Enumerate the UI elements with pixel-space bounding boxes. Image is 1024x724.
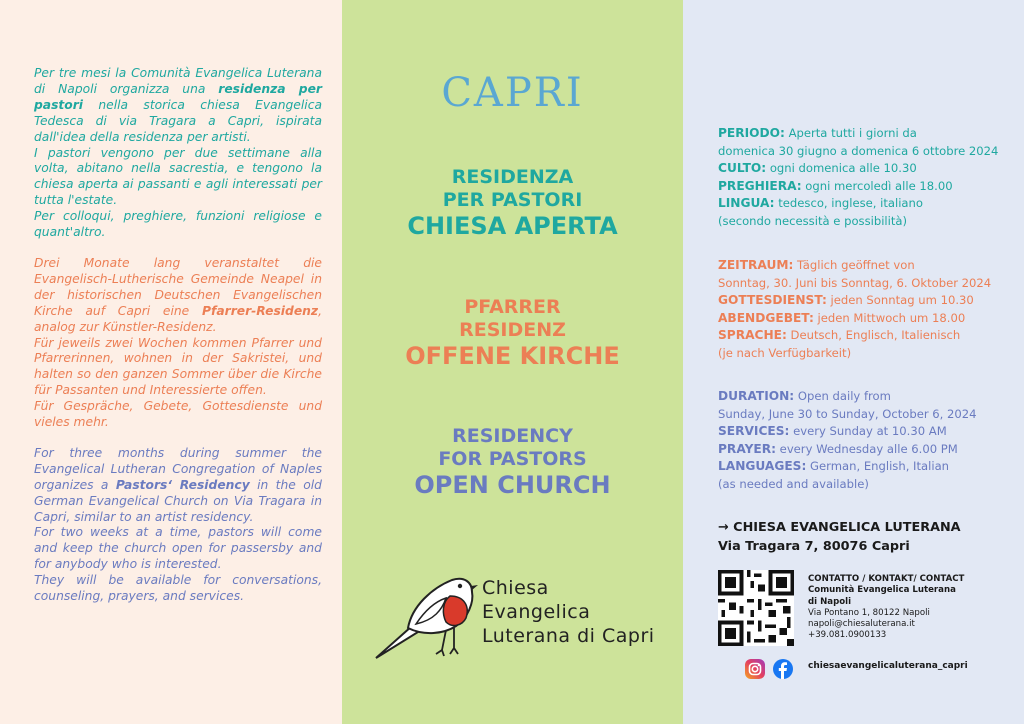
- english-paragraph-2: For two weeks at a time, pastors will come and keep the church open for passersby and for anybody who is interested.: [34, 525, 322, 572]
- en-languages-row: [718, 458, 1008, 476]
- it-preghiera-row: [718, 178, 1008, 196]
- en-services-label: SERVICES:: [718, 424, 790, 438]
- it-periodo-value: Aperta tutti i giorni da: [784, 126, 917, 140]
- it-culto-row: [718, 160, 1008, 178]
- en-languages-label: LANGUAGES:: [718, 459, 807, 473]
- en-heading-line2: FOR PASTORS: [438, 448, 587, 470]
- de-zeitraum-row2: Sonntag, 30. Juni bis Sonntag, 6. Oktober 2024: [718, 275, 992, 290]
- german-paragraph-1: [34, 256, 322, 336]
- logo-text: [482, 576, 655, 648]
- capri-title: CAPRI: [441, 70, 584, 116]
- de-abendgebet-row: [718, 310, 1008, 328]
- german-info: [718, 257, 1008, 362]
- de-p1-a: Drei Monate lang veranstaltet die Evangelisch-Lutherische Gemeinde Neapel in der historischen Deutschen Evangelischen Kirche auf Capri eine: [34, 255, 322, 318]
- de-heading-line1: PFARRER: [464, 296, 561, 318]
- it-heading-line2: PER PASTORI: [442, 189, 583, 211]
- en-duration-value: Open daily from: [794, 389, 891, 403]
- it-p1-a: Per tre mesi la Comunità Evangelica Luterana di Napoli organizza una: [34, 66, 322, 96]
- en-duration-label: DURATION:: [718, 389, 795, 403]
- contact-street: Via Pontano 1, 80122 Napoli: [808, 607, 930, 618]
- de-gottesdienst-label: GOTTESDIENST:: [718, 293, 827, 307]
- it-periodo-label: PERIODO:: [718, 126, 785, 140]
- de-sprache-value: Deutsch, Englisch, Italienisch: [786, 328, 961, 342]
- english-paragraph-3: They will be available for conversations, counseling, prayers, and services.: [34, 573, 322, 604]
- italian-paragraph-1: [34, 66, 322, 146]
- instagram-icon[interactable]: [745, 659, 765, 679]
- church-address: [718, 518, 961, 556]
- de-heading-line3: OFFENE KIRCHE: [405, 342, 620, 370]
- en-duration-row: [718, 388, 1008, 406]
- de-p1-bold: Pfarrer-Residenz: [201, 303, 319, 318]
- italian-paragraph-2: I pastori vengono per due settimane alla volta, abitano nella sacrestia, e tengono la chiesa aperta ai passanti e agli interessati per tutta l'estate.: [34, 145, 322, 208]
- english-text-block: [34, 446, 322, 605]
- right-panel: [683, 0, 1024, 724]
- de-abendgebet-value: jeden Mittwoch um 18.00: [813, 310, 966, 325]
- address-line2: Via Tragara 7, 80076 Capri: [718, 539, 910, 554]
- english-heading: [342, 425, 683, 500]
- logo-line2: Evangelica: [482, 601, 591, 623]
- en-heading-line1: RESIDENCY: [452, 425, 573, 447]
- italian-text-block: [34, 66, 322, 241]
- de-zeitraum-value: Täglich geöffnet von: [793, 258, 915, 272]
- italian-info: [718, 125, 1008, 230]
- en-prayer-label: PRAYER:: [718, 441, 776, 456]
- church-logo: [372, 566, 672, 676]
- de-sprache-row2: (je nach Verfügbarkeit): [718, 345, 852, 360]
- en-heading-line3: OPEN CHURCH: [414, 471, 611, 499]
- contact-header: CONTATTO / KONTAKT/ CONTACT: [808, 574, 965, 584]
- de-gottesdienst-row: [718, 292, 1008, 310]
- middle-panel: [342, 0, 683, 724]
- it-heading-line1: RESIDENZA: [451, 166, 574, 188]
- it-periodo-row2: domenica 30 giugno a domenica 6 ottobre 2024: [718, 143, 999, 158]
- de-p1-b: , analog zur Künstler-Residenz.: [34, 303, 322, 334]
- german-heading: [342, 296, 683, 371]
- german-paragraph-3: Für Gespräche, Gebete, Gottesdienste und vieles mehr.: [34, 399, 322, 430]
- it-lingua-value: tedesco, inglese, italiano: [774, 196, 923, 210]
- en-prayer-value: every Wednesday alle 6.00 PM: [776, 441, 958, 456]
- en-languages-value: German, English, Italian: [806, 459, 950, 473]
- it-p1-bold: residenza per pastori: [34, 81, 322, 112]
- german-text-block: [34, 256, 322, 431]
- it-lingua-row: [718, 195, 1008, 213]
- left-panel: [0, 0, 342, 724]
- de-zeitraum-label: ZEITRAUM:: [718, 258, 794, 272]
- en-p1-bold: Pastors‘ Residency: [115, 477, 250, 492]
- italian-paragraph-3: Per colloqui, preghiere, funzioni religiose e quant'altro.: [34, 209, 322, 240]
- robin-bird-icon: [372, 566, 482, 666]
- de-zeitraum-row: [718, 257, 1008, 275]
- english-paragraph-1: [34, 446, 322, 526]
- it-culto-label: CULTO:: [718, 161, 767, 175]
- english-info: [718, 388, 1008, 493]
- en-p1-b: in the old German Evangelical Church on Via Tragara in Capri, similar to an artist residency.: [34, 477, 322, 524]
- de-sprache-label: SPRACHE:: [718, 328, 787, 342]
- de-sprache-row: [718, 327, 1008, 345]
- italian-heading: [342, 166, 683, 241]
- it-preghiera-value: ogni mercoledì alle 18.00: [801, 178, 953, 193]
- facebook-icon[interactable]: [773, 659, 793, 679]
- it-lingua-label: LINGUA:: [718, 196, 775, 210]
- it-heading-line3: CHIESA APERTA: [407, 212, 618, 240]
- it-lingua-row2: (secondo necessità e possibilità): [718, 213, 908, 228]
- address-line1: → CHIESA EVANGELICA LUTERANA: [718, 520, 961, 535]
- en-prayer-row: [718, 441, 1008, 459]
- it-periodo-row: [718, 125, 1008, 143]
- de-abendgebet-label: ABENDGEBET:: [718, 310, 814, 325]
- logo-line3: Luterana di Capri: [482, 625, 655, 647]
- social-handle[interactable]: chiesaevangelicaluterana_capri: [808, 661, 968, 671]
- it-culto-value: ogni domenica alle 10.30: [766, 161, 917, 175]
- contact-info: [808, 574, 964, 642]
- logo-line1: Chiesa: [482, 577, 549, 599]
- contact-phone[interactable]: +39.081.0900133: [808, 630, 887, 641]
- en-languages-row2: (as needed and available): [718, 476, 869, 491]
- it-p1-b: nella storica chiesa Evangelica Tedesca di via Tragara a Capri, ispirata dall'idea della residenza per artisti.: [34, 97, 322, 144]
- en-p1-a: For three months during summer the Evangelical Lutheran Congregation of Naples organizes a: [34, 445, 322, 492]
- en-services-row: [718, 423, 1008, 441]
- de-heading-line2: RESIDENZ: [459, 319, 566, 341]
- en-services-value: every Sunday at 10.30 AM: [789, 424, 947, 438]
- en-duration-row2: Sunday, June 30 to Sunday, October 6, 2024: [718, 406, 977, 421]
- qr-code-icon[interactable]: [718, 570, 794, 646]
- contact-email[interactable]: napoli@chiesaluterana.it: [808, 619, 915, 630]
- it-preghiera-label: PREGHIERA:: [718, 178, 802, 193]
- contact-org1: Comunità Evangelica Luterana: [808, 585, 956, 596]
- de-gottesdienst-value: jeden Sonntag um 10.30: [826, 293, 974, 307]
- contact-org2: di Napoli: [808, 596, 852, 607]
- german-paragraph-2: Für jeweils zwei Wochen kommen Pfarrer und Pfarrerinnen, wohnen in der Sakristei, und halten so den ganzen Sommer über die Kirche für Passanten und Interessierte offen.: [34, 335, 322, 398]
